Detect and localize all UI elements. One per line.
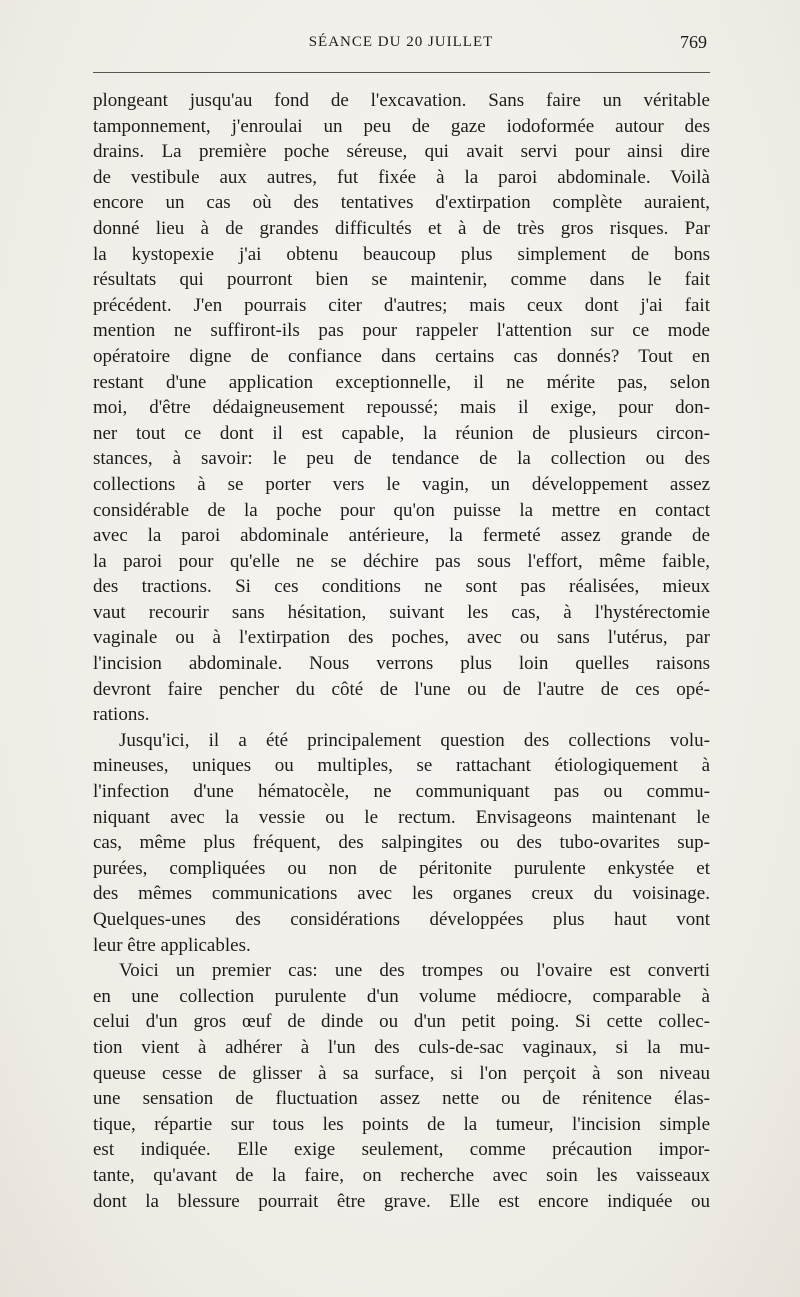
text-line: Jusqu'ici, il a été principalement question des collections volu- bbox=[119, 729, 710, 751]
text-line: drains. La première poche séreuse, qui avait servi pour ainsi dire bbox=[93, 141, 710, 163]
text-line: mention ne suffiront-ils pas pour rappeler l'attention sur ce mode bbox=[93, 320, 710, 342]
text-line: niquant avec la vessie ou le rectum. Envisageons maintenant le bbox=[93, 806, 710, 828]
text-line: vaginale ou à l'extirpation des poches, avec ou sans l'utérus, par bbox=[93, 627, 710, 649]
text-line: vaut recourir sans hésitation, suivant les cas, à l'hystérectomie bbox=[93, 601, 710, 623]
text-line: tique, répartie sur tous les points de la tumeur, l'incision simple bbox=[93, 1113, 710, 1135]
text-line: l'infection d'une hématocèle, ne communiquant pas ou commu- bbox=[93, 781, 710, 803]
text-line: plongeant jusqu'au fond de l'excavation. Sans faire un véritable bbox=[93, 90, 710, 111]
text-line: des tractions. Si ces conditions ne sont pas réalisées, mieux bbox=[93, 576, 710, 598]
text-line: dont la blessure pourrait être grave. Elle est encore indiquée ou bbox=[93, 1190, 710, 1212]
text-line: tion vient à adhérer à l'un des culs-de-sac vaginaux, si la mu- bbox=[93, 1036, 710, 1058]
paragraph bbox=[93, 958, 710, 1214]
text-line: est indiquée. Elle exige seulement, comme précaution impor- bbox=[93, 1139, 710, 1161]
text-line: en une collection purulente d'un volume médiocre, comparable à bbox=[93, 985, 710, 1007]
text-line: donné lieu à de grandes difficultés et à de très gros risques. Par bbox=[93, 217, 710, 239]
text-line: considérable de la poche pour qu'on puisse la mettre en contact bbox=[93, 499, 710, 521]
paragraph bbox=[93, 88, 710, 728]
text-line: la kystopexie j'ai obtenu beaucoup plus simplement de bons bbox=[93, 243, 710, 265]
text-line: rations. bbox=[93, 704, 150, 726]
text-line: queuse cesse de glisser à sa surface, si l'on perçoit à son niveau bbox=[93, 1062, 710, 1084]
paragraph bbox=[93, 728, 710, 958]
text-line: encore un cas où des tentatives d'extirpation complète auraient, bbox=[93, 192, 710, 214]
text-line: précédent. J'en pourrais citer d'autres; mais ceux dont j'ai fait bbox=[93, 294, 710, 316]
body-text bbox=[93, 88, 710, 1214]
text-line: devront faire pencher du côté de l'une ou de l'autre de ces opé- bbox=[93, 678, 710, 700]
text-line: purées, compliquées ou non de péritonite purulente enkystée et bbox=[93, 857, 710, 879]
text-line: résultats qui pourront bien se maintenir, comme dans le fait bbox=[93, 269, 710, 291]
text-line: ner tout ce dont il est capable, la réunion de plusieurs circon- bbox=[93, 422, 710, 444]
text-line: une sensation de fluctuation assez nette ou de rénitence élas- bbox=[93, 1088, 710, 1110]
page-header bbox=[93, 30, 709, 60]
text-line: stances, à savoir: le peu de tendance de la collection ou des bbox=[93, 448, 710, 470]
text-line: cas, même plus fréquent, des salpingites ou des tubo-ovarites sup- bbox=[93, 832, 710, 854]
text-line: moi, d'être dédaigneusement repoussé; mais il exige, pour don- bbox=[93, 397, 710, 419]
text-line: Voici un premier cas: une des trompes ou l'ovaire est converti bbox=[119, 960, 710, 982]
text-line: l'incision abdominale. Nous verrons plus loin quelles raisons bbox=[93, 653, 710, 675]
running-title: SÉANCE DU 20 JUILLET bbox=[308, 34, 494, 50]
text-line: de vestibule aux autres, fut fixée à la paroi abdominale. Voilà bbox=[93, 166, 710, 188]
header-rule bbox=[93, 72, 710, 73]
text-line: la paroi pour qu'elle ne se déchire pas sous l'effort, même faible, bbox=[93, 550, 710, 572]
text-line: opératoire digne de confiance dans certains cas donnés? Tout en bbox=[93, 345, 710, 367]
text-line: Quelques-unes des considérations développées plus haut vont bbox=[93, 909, 710, 930]
text-line: leur être applicables. bbox=[93, 934, 251, 956]
text-line: des mêmes communications avec les organes creux du voisinage. bbox=[93, 883, 710, 905]
text-line: mineuses, uniques ou multiples, se rattachant étiologiquement à bbox=[93, 755, 710, 777]
text-line: tamponnement, j'enroulai un peu de gaze iodoformée autour des bbox=[93, 115, 710, 137]
page-number: 769 bbox=[680, 32, 707, 52]
text-line: collections à se porter vers le vagin, un développement assez bbox=[93, 473, 710, 495]
text-line: restant d'une application exceptionnelle, il ne mérite pas, selon bbox=[93, 371, 710, 393]
text-line: tante, qu'avant de la faire, on recherche avec soin les vaisseaux bbox=[93, 1164, 710, 1186]
text-line: avec la paroi abdominale antérieure, la fermeté assez grande de bbox=[93, 525, 710, 547]
text-line: celui d'un gros œuf de dinde ou d'un petit poing. Si cette collec- bbox=[93, 1011, 710, 1033]
